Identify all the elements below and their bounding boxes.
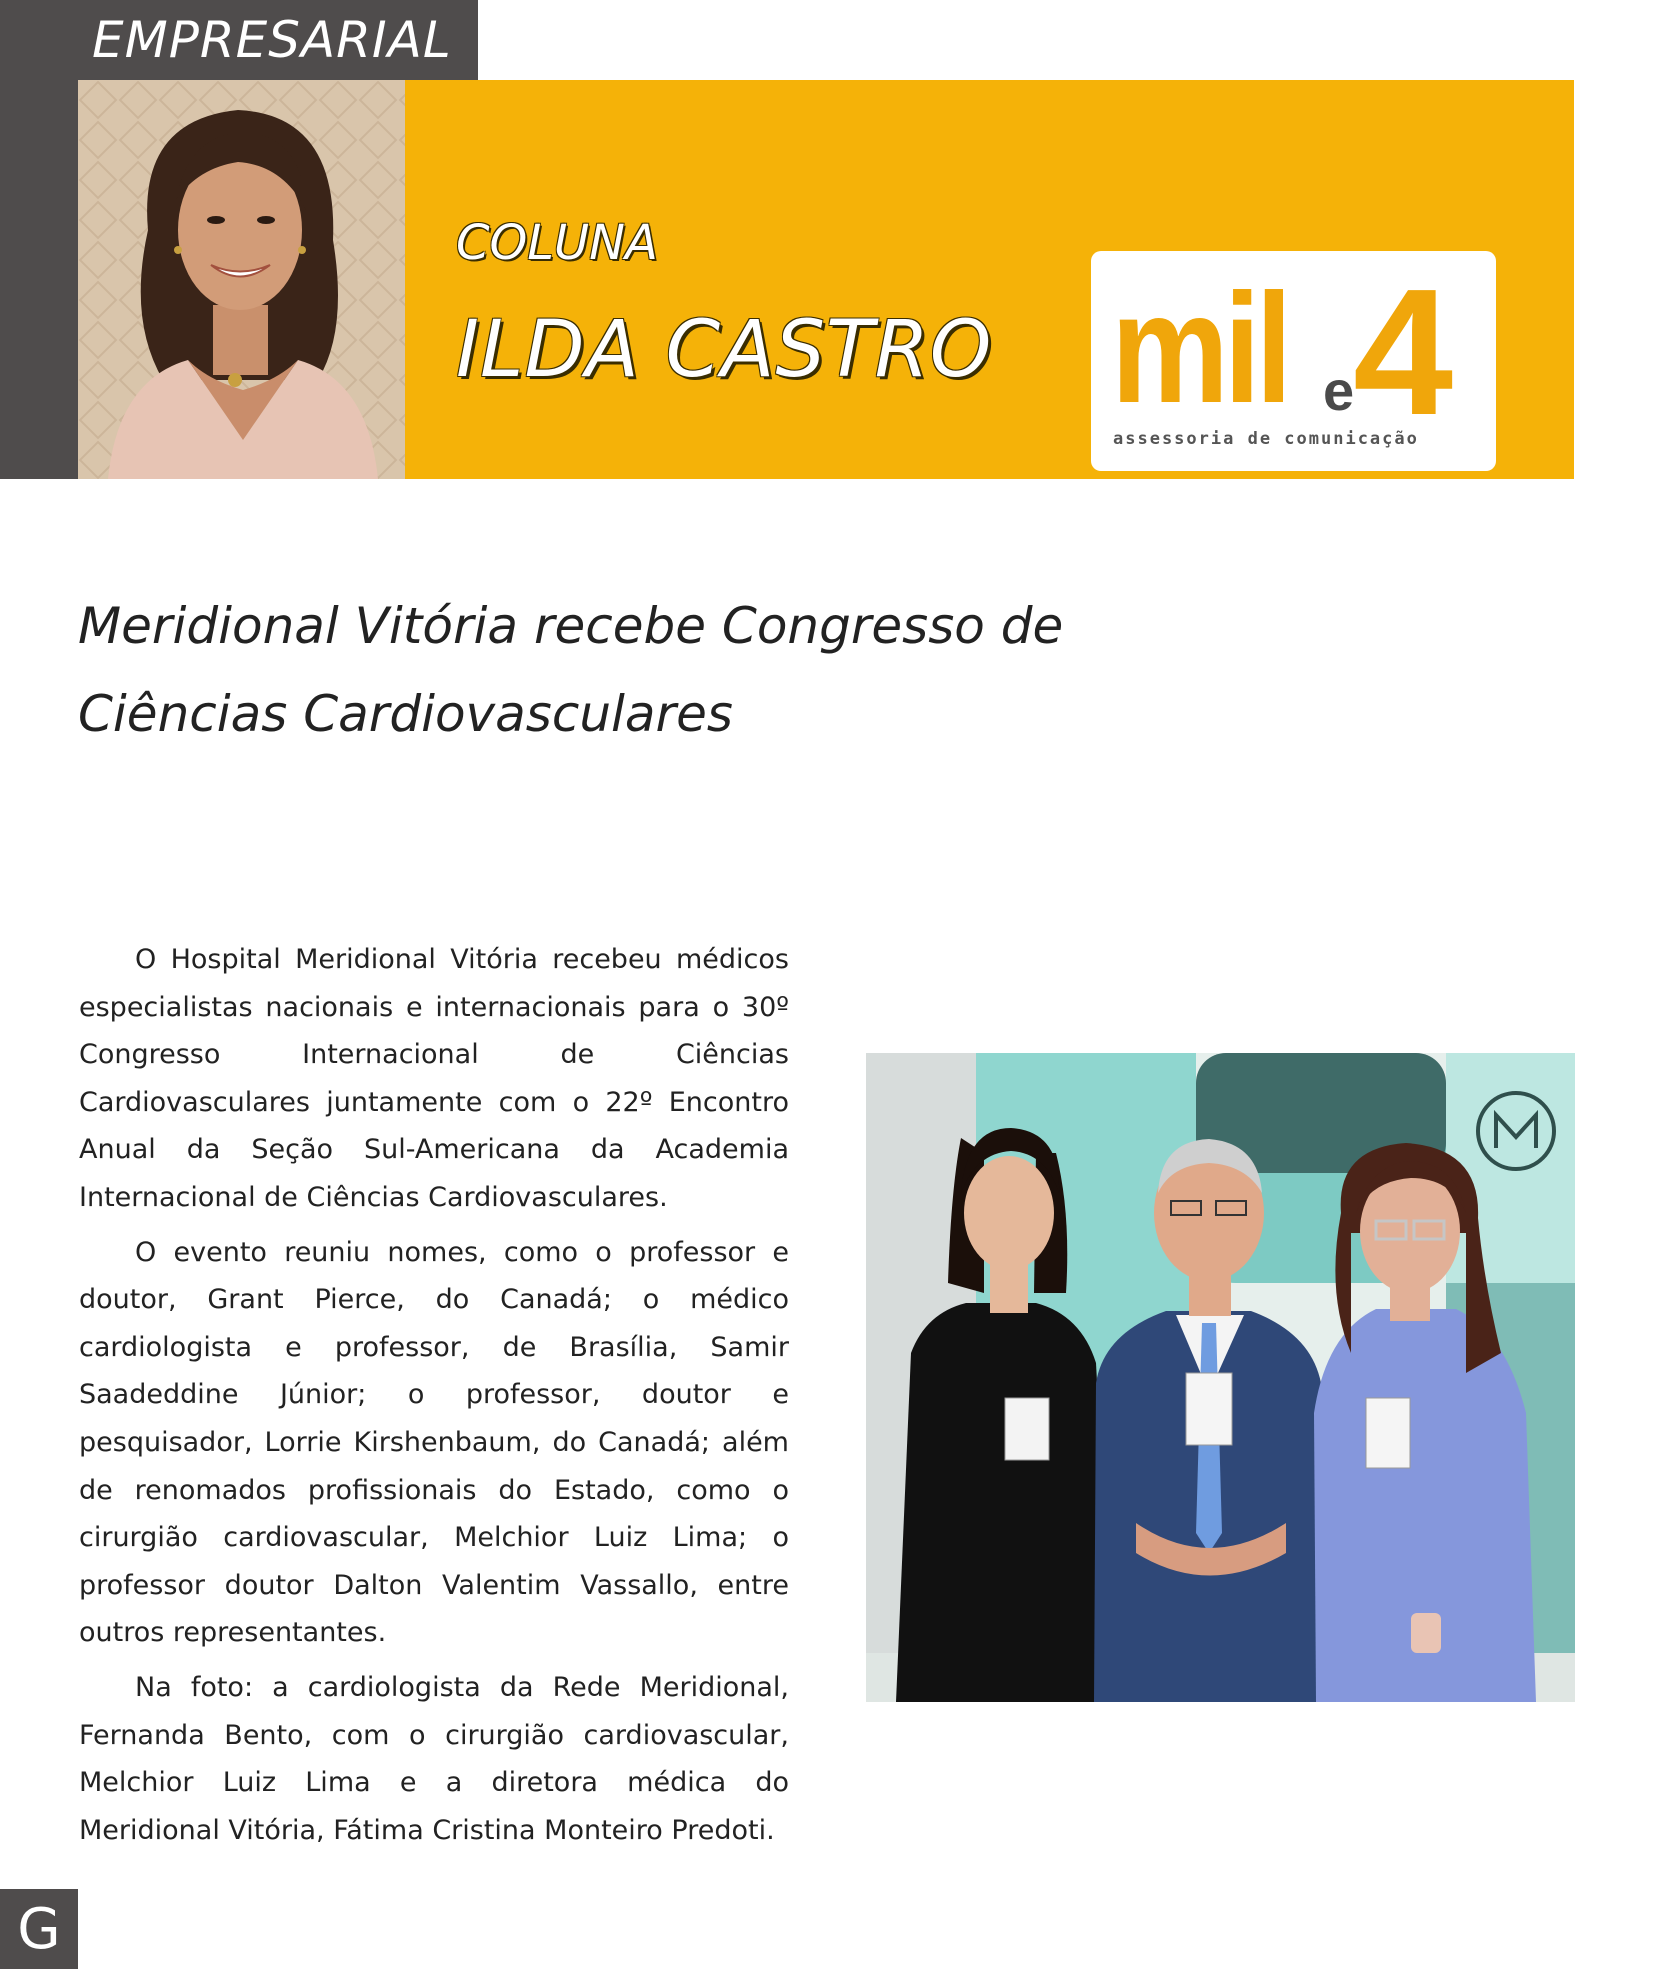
folio-letter: G (17, 1896, 61, 1962)
article-body (79, 936, 789, 1861)
logo-four-text: 4 (1353, 252, 1454, 453)
article-paragraph: O evento reuniu nomes, como o professor e doutor, Grant Pierce, do Canadá; o médico cardiologista e professor, de Brasília, Samir Saadeddine Júnior; o professor, doutor e pesquisador, Lorrie Kirshenbaum, do Canadá; além de renomados profissionais do Estado, como o cirurgião cardiovascular, Melchior Luiz Lima; o professor doutor Dalton Valentim Vassallo, entre outros representantes. (79, 1236, 789, 1649)
section-label: EMPRESARIAL (92, 11, 452, 69)
event-photo (866, 1053, 1575, 1702)
mil-e-4-logo (1091, 251, 1496, 471)
headline-line-2: Ciências Cardiovasculares (78, 685, 733, 743)
logo-mil-text: mil (1111, 262, 1288, 436)
section-tab (0, 0, 478, 80)
headline-line-1: Meridional Vitória recebe Congresso de (78, 597, 1064, 655)
article-headline (78, 582, 1178, 758)
logo-subtitle: assessoria de comunicação (1113, 429, 1419, 449)
article-paragraph: Na foto: a cardiologista da Rede Meridional, Fernanda Bento, com o cirurgião cardiovascular, Melchior Luiz Lima e a diretora médica do Meridional Vitória, Fátima Cristina Monteiro Predoti. (79, 1671, 789, 1846)
page-folio (0, 1889, 78, 1969)
column-label: COLUNA (456, 215, 658, 271)
columnist-name: ILDA CASTRO (456, 305, 993, 395)
article-paragraph: O Hospital Meridional Vitória recebeu médicos especialistas nacionais e internacionais para o 30º Congresso Internacional de Ciências Cardiovasculares juntamente com o 22º Encontro Anual da Seção Sul-Americana da Academia Internacional de Ciências Cardiovasculares. (79, 944, 789, 1213)
event-photo-illustration (866, 1053, 1575, 1702)
columnist-portrait (78, 80, 405, 479)
logo-e-text: e (1323, 359, 1355, 422)
columnist-portrait-illustration (78, 80, 405, 479)
